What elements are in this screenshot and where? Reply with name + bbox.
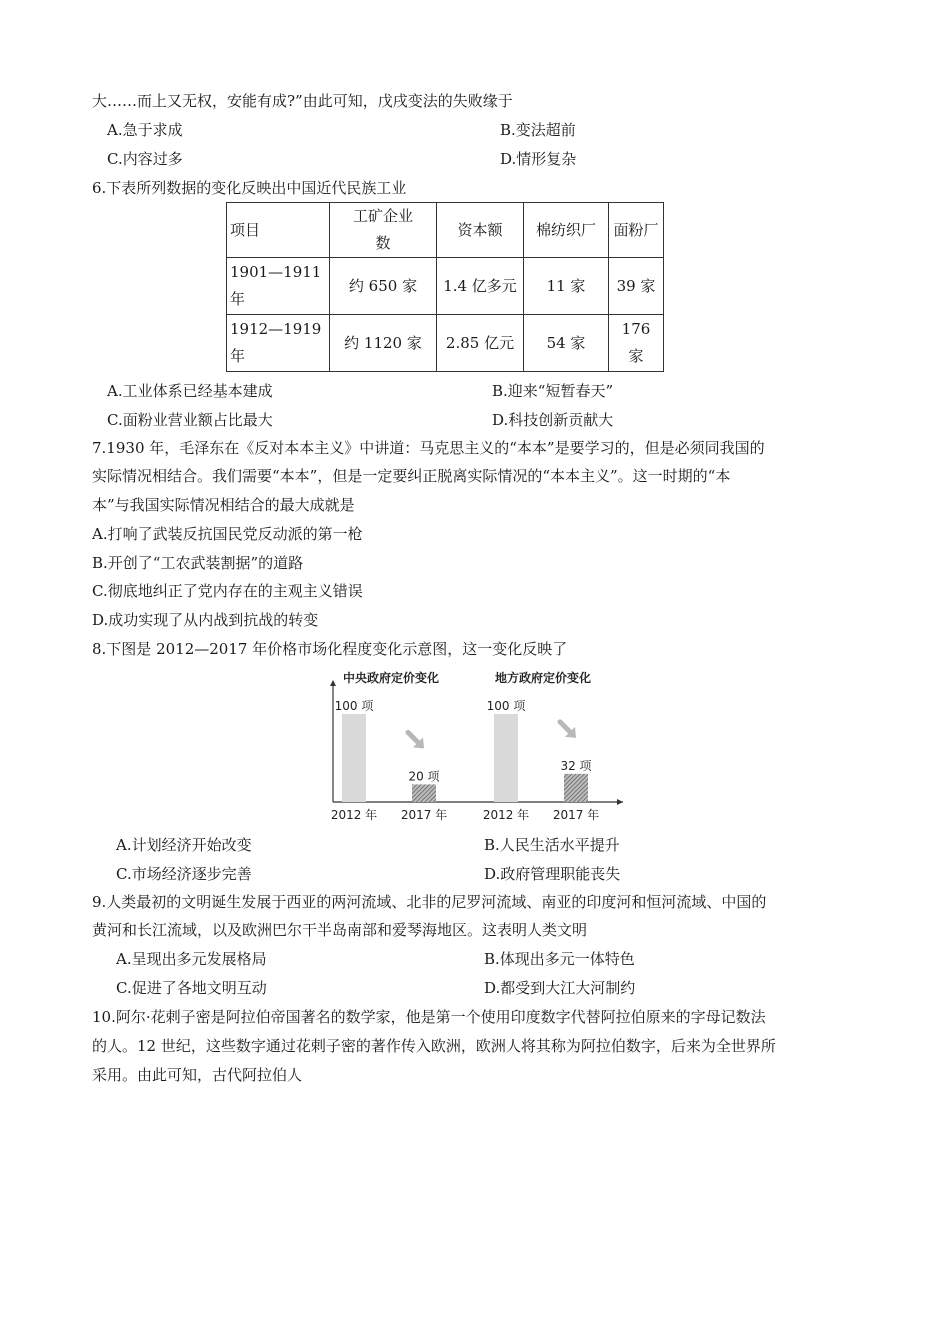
row1-capital: 1.4 亿多元 (437, 258, 524, 315)
header-capital: 资本额 (437, 203, 524, 258)
row2-period (227, 315, 330, 372)
chart-panel-title-2: 地方政府定价变化 (495, 671, 592, 685)
header-flour-mills: 面粉厂 (609, 203, 664, 258)
q7-stem-line1: 7.1930 年，毛泽东在《反对本本主义》中讲道：马克思主义的“本本”是要学习的，但是必须同我国的 (92, 439, 765, 457)
chart-data-label-1-2: 20 项 (408, 769, 440, 784)
q8-option-d: D.政府管理职能丧失 (484, 865, 621, 883)
q6-option-b: B.迎来“短暂春天” (492, 382, 614, 400)
chart-bar-1-2 (412, 784, 436, 802)
row2-count: 约 1120 家 (330, 315, 437, 372)
header-item: 项目 (227, 203, 330, 258)
row1-cotton: 11 家 (524, 258, 609, 315)
q8-option-a: A.计划经济开始改变 (116, 836, 252, 854)
q5-option-a: A.急于求成 (107, 121, 183, 139)
chart-x-axis-arrow (617, 799, 623, 805)
q9-option-b: B.体现出多元一体特色 (484, 950, 635, 968)
q5-option-b: B.变法超前 (500, 121, 576, 139)
row2-flour: 176 家 (609, 315, 664, 372)
q5-stem-tail: 大……而上又无权，安能有成?”由此可知，戊戌变法的失败缘于 (92, 92, 513, 110)
row1-period (227, 258, 330, 315)
table-row (227, 258, 664, 315)
q7-stem-line3: 本”与我国实际情况相结合的最大成就是 (92, 496, 355, 514)
row1-count: 约 650 家 (330, 258, 437, 315)
q10-stem-line1: 10.阿尔·花剌子密是阿拉伯帝国著名的数学家，他是第一个使用印度数字代替阿拉伯原来的字母记数法 (92, 1008, 766, 1026)
table-row (227, 315, 664, 372)
q9-option-a: A.呈现出多元发展格局 (116, 950, 267, 968)
q5-option-c: C.内容过多 (107, 150, 183, 168)
chart-category-label-2-2: 2017 年 (552, 808, 600, 822)
q9-option-d: D.都受到大江大河制约 (484, 979, 636, 997)
q7-option-c: C.彻底地纠正了党内存在的主观主义错误 (92, 582, 363, 600)
q7-option-b: B.开创了“工农武装割据”的道路 (92, 554, 304, 572)
header-enterprise-count-line1: 工矿企业 (352, 207, 413, 225)
row2-period-line2: 年 (230, 347, 246, 365)
q10-stem-line2: 的人。12 世纪，这些数字通过花剌子密的著作传入欧洲，欧洲人将其称为阿拉伯数字，后来为全世界所 (92, 1037, 776, 1055)
row1-period-line2: 年 (230, 290, 246, 308)
header-cotton-mills: 棉纺织厂 (524, 203, 609, 258)
chart-data-label-2-2: 32 项 (560, 758, 592, 773)
q7-option-d: D.成功实现了从内战到抗战的转变 (92, 611, 319, 629)
q5-option-d: D.情形复杂 (500, 150, 577, 168)
row1-period-line1: 1901—1911 (230, 263, 322, 281)
q6-option-c: C.面粉业营业额占比最大 (107, 411, 273, 429)
chart-category-label-1-2: 2017 年 (400, 808, 448, 822)
q10-stem-line3: 采用。由此可知，古代阿拉伯人 (92, 1066, 303, 1084)
chart-y-axis-arrow (330, 680, 336, 686)
q8-stem: 8.下图是 2012—2017 年价格市场化程度变化示意图，这一变化反映了 (92, 640, 568, 658)
q9-stem-line2: 黄河和长江流域，以及欧洲巴尔干半岛南部和爱琴海地区。这表明人类文明 (92, 921, 588, 939)
q7-stem-line2: 实际情况相结合。我们需要“本本”，但是一定要纠正脱离实际情况的“本本主义”。这一时期的“本 (92, 467, 731, 485)
chart-panel-title-1: 中央政府定价变化 (343, 671, 440, 685)
q9-stem-line1: 9.人类最初的文明诞生发展于西亚的两河流域、北非的尼罗河流域、南亚的印度河和恒河流域、中国的 (92, 893, 767, 911)
chart-bar-1-1 (342, 714, 366, 802)
row1-flour: 39 家 (609, 258, 664, 315)
chart-data-label-2-1: 100 项 (486, 699, 526, 713)
chart-bar-2-1 (494, 714, 518, 802)
q7-option-a: A.打响了武装反抗国民党反动派的第一枪 (92, 525, 363, 543)
header-enterprise-count-line2: 数 (375, 234, 391, 252)
chart-category-label-2-1: 2012 年 (482, 808, 530, 822)
industry-data-table (226, 202, 664, 372)
chart-data-label-1-1: 100 项 (334, 699, 374, 713)
q8-option-c: C.市场经济逐步完善 (116, 865, 252, 883)
q6-stem: 6.下表所列数据的变化反映出中国近代民族工业 (92, 179, 407, 197)
header-enterprise-count (330, 203, 437, 258)
q8-option-b: B.人民生活水平提升 (484, 836, 620, 854)
chart-category-label-1-1: 2012 年 (330, 808, 378, 822)
table-header-row (227, 203, 664, 258)
row2-capital: 2.85 亿元 (437, 315, 524, 372)
chart-bar-2-2 (564, 774, 588, 802)
q6-option-d: D.科技创新贡献大 (492, 411, 614, 429)
q6-option-a: A.工业体系已经基本建成 (107, 382, 273, 400)
q9-option-c: C.促进了各地文明互动 (116, 979, 267, 997)
price-marketization-chart (325, 668, 625, 828)
row2-cotton: 54 家 (524, 315, 609, 372)
row2-period-line1: 1912—1919 (230, 320, 322, 338)
